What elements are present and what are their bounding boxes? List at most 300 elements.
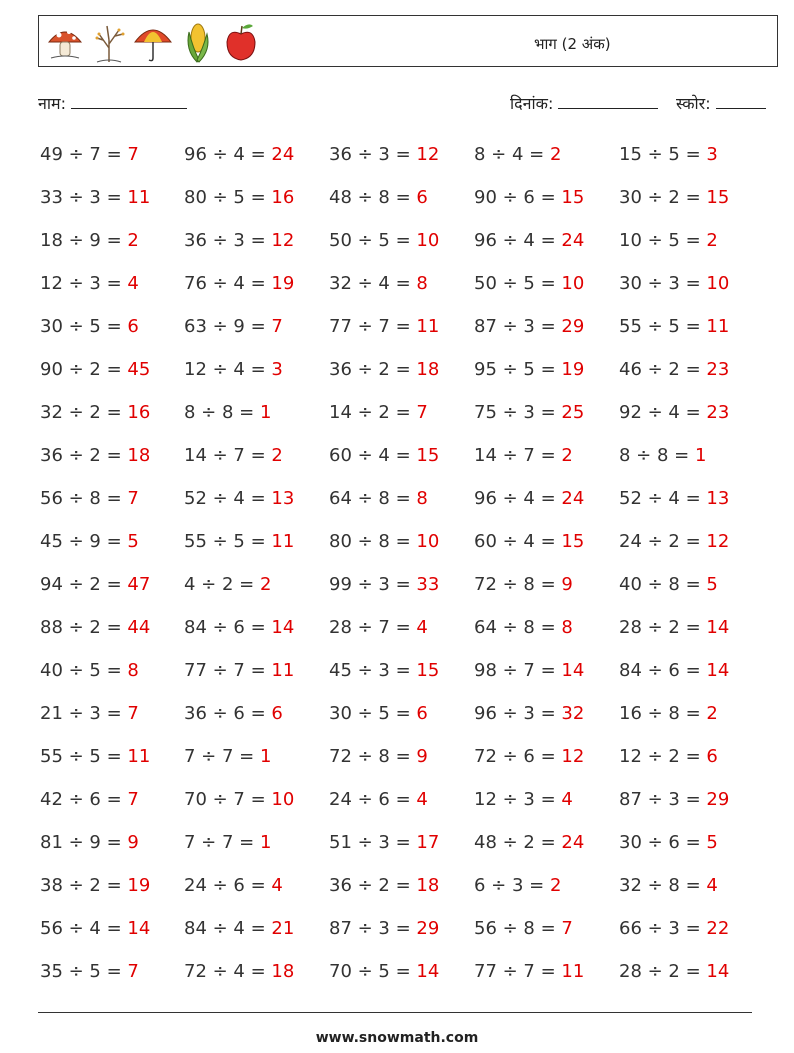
- problem-expression: 36 ÷ 3 =: [329, 144, 417, 165]
- division-problem: [40, 737, 150, 777]
- division-problem: [329, 436, 439, 476]
- problem-expression: 35 ÷ 5 =: [40, 961, 128, 982]
- problem-expression: 96 ÷ 4 =: [474, 230, 562, 251]
- division-problem: [40, 178, 150, 218]
- problem-answer: 11: [416, 316, 440, 337]
- problem-expression: 70 ÷ 5 =: [329, 961, 417, 982]
- problem-answer: 24: [271, 144, 295, 165]
- division-problem: [619, 608, 729, 648]
- problem-expression: 96 ÷ 3 =: [474, 703, 562, 724]
- problem-answer: 8: [416, 273, 428, 294]
- division-problem: [329, 479, 428, 519]
- problem-answer: 5: [706, 574, 718, 595]
- division-problem: [474, 264, 584, 304]
- problem-answer: 2: [706, 230, 718, 251]
- problem-expression: 30 ÷ 5 =: [329, 703, 417, 724]
- problem-answer: 11: [271, 660, 295, 681]
- problem-answer: 44: [127, 617, 151, 638]
- division-problem: [184, 565, 271, 605]
- division-problem: [329, 608, 428, 648]
- division-problem: [474, 393, 584, 433]
- division-problem: [619, 307, 729, 347]
- problem-expression: 4 ÷ 2 =: [184, 574, 260, 595]
- division-problem: [619, 135, 718, 175]
- division-problem: [619, 651, 729, 691]
- problem-answer: 47: [127, 574, 151, 595]
- problem-answer: 14: [706, 617, 730, 638]
- name-blank-line: [71, 94, 187, 109]
- problem-expression: 84 ÷ 6 =: [184, 617, 272, 638]
- division-problem: [184, 393, 271, 433]
- footer-divider: [38, 1012, 752, 1013]
- division-problem: [184, 307, 283, 347]
- division-problem: [619, 393, 729, 433]
- division-problem: [40, 651, 139, 691]
- division-problem: [329, 565, 439, 605]
- problem-expression: 72 ÷ 8 =: [329, 746, 417, 767]
- problem-expression: 48 ÷ 2 =: [474, 832, 562, 853]
- problem-expression: 60 ÷ 4 =: [474, 531, 562, 552]
- division-problem: [329, 651, 439, 691]
- problem-expression: 55 ÷ 5 =: [40, 746, 128, 767]
- division-problem: [40, 479, 139, 519]
- problem-expression: 98 ÷ 7 =: [474, 660, 562, 681]
- problem-expression: 36 ÷ 3 =: [184, 230, 272, 251]
- division-problem: [619, 221, 718, 261]
- problem-answer: 10: [561, 273, 585, 294]
- division-problem: [40, 436, 150, 476]
- division-problem: [184, 651, 294, 691]
- problem-expression: 76 ÷ 4 =: [184, 273, 272, 294]
- problem-expression: 50 ÷ 5 =: [329, 230, 417, 251]
- problem-expression: 45 ÷ 3 =: [329, 660, 417, 681]
- division-problem: [474, 866, 561, 906]
- problem-answer: 2: [259, 574, 272, 595]
- division-problem: [329, 307, 439, 347]
- problem-expression: 51 ÷ 3 =: [329, 832, 417, 853]
- corn-icon: [177, 20, 217, 64]
- division-problem: [619, 909, 729, 949]
- problem-expression: 7 ÷ 7 =: [184, 746, 260, 767]
- division-problem: [619, 522, 729, 562]
- problem-expression: 88 ÷ 2 =: [40, 617, 128, 638]
- division-problem: [40, 350, 150, 390]
- problem-answer: 7: [127, 703, 139, 724]
- division-problem: [40, 307, 139, 347]
- problem-answer: 29: [706, 789, 730, 810]
- division-problem: [184, 221, 294, 261]
- problem-answer: 2: [127, 230, 139, 251]
- problem-answer: 24: [561, 230, 585, 251]
- date-field: [510, 92, 658, 114]
- problem-answer: 2: [706, 703, 718, 724]
- problem-expression: 95 ÷ 5 =: [474, 359, 562, 380]
- division-problem: [40, 393, 150, 433]
- problem-expression: 6 ÷ 3 =: [474, 875, 550, 896]
- problem-answer: 7: [127, 488, 139, 509]
- problem-answer: 14: [561, 660, 585, 681]
- problem-answer: 15: [416, 660, 440, 681]
- division-problem: [40, 694, 139, 734]
- problem-answer: 14: [127, 918, 151, 939]
- division-problem: [474, 221, 584, 261]
- problem-answer: 14: [271, 617, 295, 638]
- apple-icon: [221, 20, 261, 64]
- division-problem: [329, 866, 439, 906]
- problem-expression: 84 ÷ 4 =: [184, 918, 272, 939]
- division-problem: [329, 952, 439, 992]
- problem-answer: 11: [706, 316, 730, 337]
- division-problem: [40, 522, 139, 562]
- problem-answer: 18: [271, 961, 295, 982]
- problem-expression: 36 ÷ 2 =: [329, 875, 417, 896]
- problem-answer: 2: [271, 445, 283, 466]
- problem-expression: 70 ÷ 7 =: [184, 789, 272, 810]
- division-problem: [474, 307, 584, 347]
- problem-answer: 7: [561, 918, 573, 939]
- problem-expression: 64 ÷ 8 =: [329, 488, 417, 509]
- division-problem: [474, 565, 573, 605]
- problem-answer: 29: [416, 918, 440, 939]
- problem-expression: 96 ÷ 4 =: [184, 144, 272, 165]
- division-problem: [619, 694, 718, 734]
- problem-expression: 16 ÷ 8 =: [619, 703, 707, 724]
- division-problem: [619, 565, 718, 605]
- problem-expression: 28 ÷ 2 =: [619, 961, 707, 982]
- division-problem: [474, 178, 584, 218]
- problem-expression: 52 ÷ 4 =: [619, 488, 707, 509]
- problem-answer: 18: [416, 359, 440, 380]
- problem-answer: 7: [127, 961, 139, 982]
- score-blank-line: [716, 94, 766, 109]
- problem-answer: 2: [549, 875, 562, 896]
- problem-expression: 49 ÷ 7 =: [40, 144, 128, 165]
- division-problem: [619, 436, 706, 476]
- problem-answer: 9: [127, 832, 139, 853]
- problem-answer: 16: [271, 187, 295, 208]
- problem-answer: 14: [416, 961, 440, 982]
- problem-answer: 8: [127, 660, 139, 681]
- problem-answer: 11: [127, 187, 151, 208]
- problem-expression: 77 ÷ 7 =: [329, 316, 417, 337]
- division-problem: [184, 178, 294, 218]
- problem-expression: 72 ÷ 6 =: [474, 746, 562, 767]
- problem-expression: 90 ÷ 6 =: [474, 187, 562, 208]
- problem-expression: 24 ÷ 6 =: [329, 789, 417, 810]
- problem-expression: 21 ÷ 3 =: [40, 703, 128, 724]
- problem-expression: 55 ÷ 5 =: [619, 316, 707, 337]
- problem-answer: 6: [416, 187, 428, 208]
- division-problem: [40, 866, 150, 906]
- division-problem: [184, 909, 294, 949]
- division-problem: [474, 952, 584, 992]
- division-problem: [40, 780, 139, 820]
- problem-expression: 56 ÷ 4 =: [40, 918, 128, 939]
- division-problem: [474, 694, 584, 734]
- division-problem: [184, 952, 294, 992]
- problem-answer: 8: [416, 488, 428, 509]
- problem-answer: 10: [416, 230, 440, 251]
- problem-expression: 42 ÷ 6 =: [40, 789, 128, 810]
- problem-answer: 23: [706, 359, 730, 380]
- problem-answer: 9: [561, 574, 573, 595]
- bare-tree-icon: [89, 20, 129, 64]
- problem-expression: 45 ÷ 9 =: [40, 531, 128, 552]
- problem-expression: 96 ÷ 4 =: [474, 488, 562, 509]
- problem-answer: 1: [259, 746, 272, 767]
- problem-answer: 7: [127, 144, 139, 165]
- division-problem: [474, 823, 584, 863]
- problem-expression: 28 ÷ 2 =: [619, 617, 707, 638]
- division-problem: [619, 264, 729, 304]
- problem-answer: 13: [706, 488, 730, 509]
- problem-answer: 8: [561, 617, 573, 638]
- problem-answer: 3: [706, 144, 718, 165]
- problem-answer: 3: [271, 359, 283, 380]
- problem-expression: 64 ÷ 8 =: [474, 617, 562, 638]
- footer-url: www.snowmath.com: [315, 1030, 479, 1046]
- problem-expression: 30 ÷ 3 =: [619, 273, 707, 294]
- problem-answer: 14: [706, 961, 730, 982]
- problem-expression: 32 ÷ 2 =: [40, 402, 128, 423]
- division-problem: [329, 522, 439, 562]
- problem-expression: 94 ÷ 2 =: [40, 574, 128, 595]
- division-problem: [329, 221, 439, 261]
- division-problem: [619, 737, 718, 777]
- division-problem: [329, 264, 428, 304]
- problem-expression: 14 ÷ 2 =: [329, 402, 417, 423]
- name-field: [38, 92, 187, 114]
- problem-expression: 8 ÷ 8 =: [619, 445, 695, 466]
- problem-answer: 2: [549, 144, 562, 165]
- problem-expression: 12 ÷ 4 =: [184, 359, 272, 380]
- date-label: दिनांक:: [510, 94, 554, 113]
- problem-answer: 19: [271, 273, 295, 294]
- problem-expression: 81 ÷ 9 =: [40, 832, 128, 853]
- problem-answer: 19: [561, 359, 585, 380]
- division-problem: [329, 393, 428, 433]
- problem-expression: 24 ÷ 2 =: [619, 531, 707, 552]
- problem-answer: 4: [127, 273, 139, 294]
- problem-answer: 15: [561, 187, 585, 208]
- problem-answer: 14: [706, 660, 730, 681]
- problem-expression: 36 ÷ 6 =: [184, 703, 272, 724]
- problem-answer: 45: [127, 359, 151, 380]
- division-problem: [474, 651, 584, 691]
- division-problem: [184, 780, 294, 820]
- problem-answer: 10: [271, 789, 295, 810]
- problem-expression: 72 ÷ 8 =: [474, 574, 562, 595]
- problem-expression: 72 ÷ 4 =: [184, 961, 272, 982]
- problem-expression: 12 ÷ 2 =: [619, 746, 707, 767]
- problem-expression: 30 ÷ 2 =: [619, 187, 707, 208]
- division-problem: [619, 823, 718, 863]
- division-problem: [329, 909, 439, 949]
- division-problem: [474, 608, 573, 648]
- division-problem: [329, 350, 439, 390]
- division-problem: [40, 608, 150, 648]
- division-problem: [184, 866, 283, 906]
- problem-answer: 16: [127, 402, 151, 423]
- problem-expression: 56 ÷ 8 =: [40, 488, 128, 509]
- division-problem: [619, 952, 729, 992]
- problem-answer: 6: [271, 703, 283, 724]
- problem-expression: 63 ÷ 9 =: [184, 316, 272, 337]
- division-problem: [40, 565, 150, 605]
- problem-answer: 22: [706, 918, 730, 939]
- problem-expression: 80 ÷ 5 =: [184, 187, 272, 208]
- problem-expression: 48 ÷ 8 =: [329, 187, 417, 208]
- problem-expression: 87 ÷ 3 =: [474, 316, 562, 337]
- problem-expression: 77 ÷ 7 =: [474, 961, 562, 982]
- problem-expression: 99 ÷ 3 =: [329, 574, 417, 595]
- problem-answer: 2: [561, 445, 573, 466]
- division-problem: [474, 909, 573, 949]
- division-problem: [184, 479, 294, 519]
- division-problem: [40, 135, 139, 175]
- problem-expression: 55 ÷ 5 =: [184, 531, 272, 552]
- header-box: [38, 15, 778, 67]
- problem-expression: 18 ÷ 9 =: [40, 230, 128, 251]
- problem-answer: 4: [271, 875, 283, 896]
- worksheet-title: भाग (2 अंक): [534, 35, 611, 53]
- division-problem: [474, 479, 584, 519]
- mushroom-icon: [45, 20, 85, 64]
- problem-answer: 4: [416, 789, 428, 810]
- problem-expression: 87 ÷ 3 =: [329, 918, 417, 939]
- problem-expression: 92 ÷ 4 =: [619, 402, 707, 423]
- problem-expression: 12 ÷ 3 =: [40, 273, 128, 294]
- problem-answer: 29: [561, 316, 585, 337]
- division-problem: [184, 264, 294, 304]
- division-problem: [619, 780, 729, 820]
- problem-expression: 24 ÷ 6 =: [184, 875, 272, 896]
- division-problem: [329, 823, 439, 863]
- problem-answer: 24: [561, 832, 585, 853]
- division-problem: [619, 350, 729, 390]
- problem-answer: 15: [416, 445, 440, 466]
- division-problem: [329, 737, 428, 777]
- problem-expression: 84 ÷ 6 =: [619, 660, 707, 681]
- problem-expression: 46 ÷ 2 =: [619, 359, 707, 380]
- division-problem: [329, 780, 428, 820]
- score-label: स्कोर:: [676, 94, 711, 113]
- problem-expression: 52 ÷ 4 =: [184, 488, 272, 509]
- score-field: [676, 92, 766, 114]
- problem-expression: 90 ÷ 2 =: [40, 359, 128, 380]
- division-problem: [40, 823, 139, 863]
- problem-answer: 4: [561, 789, 573, 810]
- problem-answer: 11: [271, 531, 295, 552]
- problem-answer: 19: [127, 875, 151, 896]
- division-problem: [184, 823, 271, 863]
- problem-expression: 30 ÷ 6 =: [619, 832, 707, 853]
- problem-answer: 12: [561, 746, 585, 767]
- problem-expression: 32 ÷ 4 =: [329, 273, 417, 294]
- problem-answer: 9: [416, 746, 428, 767]
- division-problem: [40, 952, 139, 992]
- problem-expression: 66 ÷ 3 =: [619, 918, 707, 939]
- problem-answer: 6: [127, 316, 139, 337]
- division-problem: [619, 479, 729, 519]
- problem-expression: 80 ÷ 8 =: [329, 531, 417, 552]
- problem-expression: 75 ÷ 3 =: [474, 402, 562, 423]
- division-problem: [184, 436, 283, 476]
- problem-answer: 18: [416, 875, 440, 896]
- problem-answer: 11: [561, 961, 585, 982]
- division-problem: [474, 350, 584, 390]
- problem-answer: 4: [416, 617, 428, 638]
- problem-answer: 18: [127, 445, 151, 466]
- problem-answer: 5: [127, 531, 139, 552]
- problem-answer: 23: [706, 402, 730, 423]
- problem-answer: 25: [561, 402, 585, 423]
- date-blank-line: [558, 94, 658, 109]
- problem-answer: 32: [561, 703, 585, 724]
- division-problem: [474, 135, 561, 175]
- problem-answer: 12: [271, 230, 295, 251]
- division-problem: [329, 135, 439, 175]
- problem-expression: 30 ÷ 5 =: [40, 316, 128, 337]
- problem-expression: 12 ÷ 3 =: [474, 789, 562, 810]
- problem-answer: 1: [694, 445, 707, 466]
- problem-expression: 50 ÷ 5 =: [474, 273, 562, 294]
- division-problem: [184, 737, 271, 777]
- problem-answer: 7: [127, 789, 139, 810]
- problem-answer: 15: [561, 531, 585, 552]
- problem-answer: 10: [416, 531, 440, 552]
- problem-expression: 40 ÷ 5 =: [40, 660, 128, 681]
- problem-expression: 14 ÷ 7 =: [474, 445, 562, 466]
- division-problem: [184, 350, 283, 390]
- problem-answer: 12: [706, 531, 730, 552]
- division-problem: [184, 522, 294, 562]
- problem-expression: 36 ÷ 2 =: [40, 445, 128, 466]
- division-problem: [329, 694, 428, 734]
- problem-answer: 1: [259, 832, 272, 853]
- problem-answer: 6: [416, 703, 428, 724]
- division-problem: [474, 436, 573, 476]
- umbrella-icon: [133, 20, 173, 64]
- problem-expression: 28 ÷ 7 =: [329, 617, 417, 638]
- problem-expression: 32 ÷ 8 =: [619, 875, 707, 896]
- division-problem: [474, 522, 584, 562]
- problem-answer: 24: [561, 488, 585, 509]
- problem-answer: 6: [706, 746, 718, 767]
- division-problem: [184, 694, 283, 734]
- name-label: नाम:: [38, 94, 66, 113]
- problem-expression: 36 ÷ 2 =: [329, 359, 417, 380]
- problem-expression: 10 ÷ 5 =: [619, 230, 707, 251]
- problem-answer: 11: [127, 746, 151, 767]
- division-problem: [40, 221, 139, 261]
- problem-answer: 13: [271, 488, 295, 509]
- problem-expression: 8 ÷ 4 =: [474, 144, 550, 165]
- problem-expression: 56 ÷ 8 =: [474, 918, 562, 939]
- problem-expression: 40 ÷ 8 =: [619, 574, 707, 595]
- problem-answer: 21: [271, 918, 295, 939]
- problem-answer: 10: [706, 273, 730, 294]
- division-problem: [40, 264, 139, 304]
- division-problem: [619, 178, 729, 218]
- problem-answer: 7: [416, 402, 428, 423]
- icon-strip: [45, 20, 261, 64]
- problem-expression: 15 ÷ 5 =: [619, 144, 707, 165]
- problem-expression: 14 ÷ 7 =: [184, 445, 272, 466]
- problem-expression: 87 ÷ 3 =: [619, 789, 707, 810]
- problem-expression: 7 ÷ 7 =: [184, 832, 260, 853]
- problem-answer: 5: [706, 832, 718, 853]
